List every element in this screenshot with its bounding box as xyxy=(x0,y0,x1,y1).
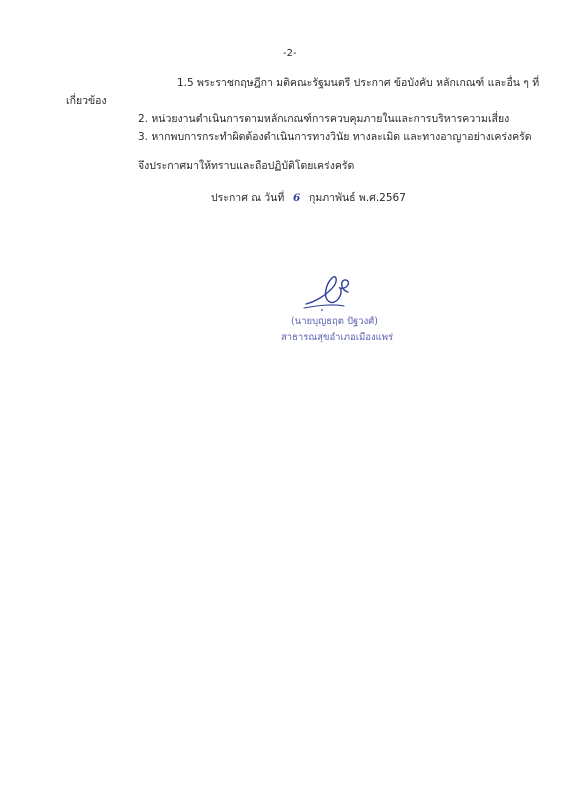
item-2-text: 2. หน่วยงานดำเนินการตามหลักเกณฑ์การควบคุมภายในและการบริหารความเสี่ยง xyxy=(138,113,510,125)
signature-image xyxy=(300,268,360,312)
item-3-text: 3. หากพบการกระทำผิดต้องดำเนินการทางวินัย ทางละเมิด และทางอาญาอย่างเคร่งครัด xyxy=(138,131,532,143)
dateline-suffix: กุมภาพันธ์ พ.ศ.2567 xyxy=(308,192,406,204)
page-number: -2- xyxy=(283,48,297,59)
dateline xyxy=(211,191,406,205)
announcement-text: จึงประกาศมาให้ทราบและถือปฏิบัติโดยเคร่งครัด xyxy=(138,160,355,172)
dateline-day-handwritten: 6 xyxy=(292,192,301,204)
item-1-5-text: 1.5 พระราชกฤษฎีกา มติคณะรัฐมนตรี ประกาศ ข้อบังคับ หลักเกณฑ์ และอื่น ๆ ที่ xyxy=(177,77,540,89)
signatory-name: (นายบุญธฤต ปัฐวงศ์) xyxy=(291,316,378,327)
signatory-title: สาธารณสุขอำเภอเมืองแพร่ xyxy=(281,332,394,343)
item-1-5-continuation: เกี่ยวข้อง xyxy=(66,95,107,107)
dateline-prefix: ประกาศ ณ วันที่ xyxy=(211,192,285,204)
